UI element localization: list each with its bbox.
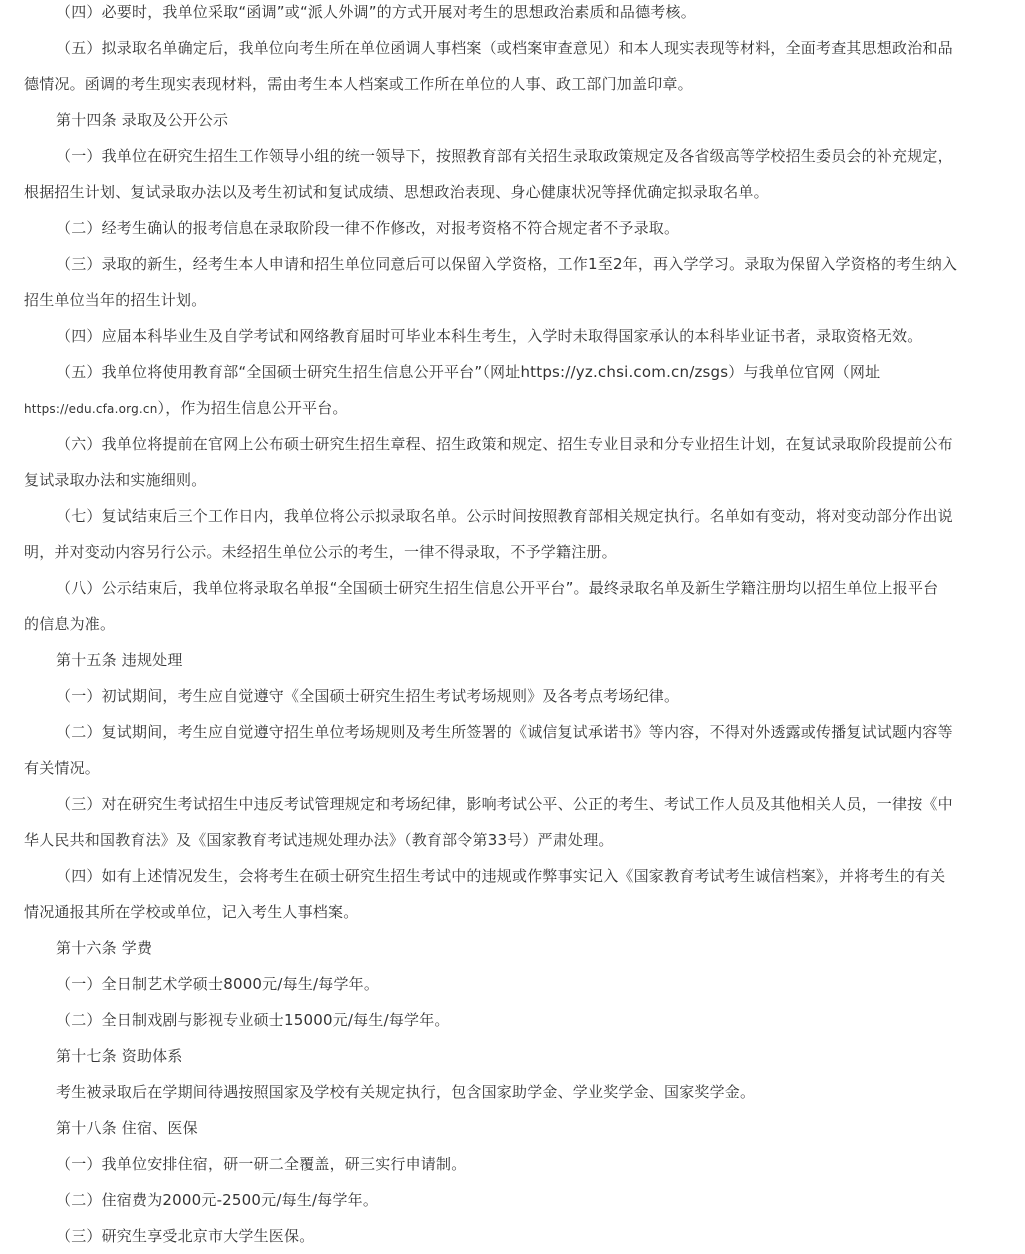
text-line: （一）我单位在研究生招生工作领导小组的统一领导下，按照教育部有关招生录取政策规定及各省级高等学校招生委员会的补充规定， [56, 147, 953, 165]
text-line: （二）经考生确认的报考信息在录取阶段一律不作修改，对报考资格不符合规定者不予录取。 [56, 219, 680, 237]
text-line: 有关情况。 [24, 759, 101, 777]
text-line: （七）复试结束后三个工作日内，我单位将公示拟录取名单。公示时间按照教育部相关规定执行。名单如有变动，将对变动部分作出说 [56, 507, 953, 525]
text-line [24, 390, 1005, 426]
text-line: 复试录取办法和实施细则。 [24, 471, 207, 489]
text-line: （二）住宿费为2000元-2500元/每生/每学年。 [56, 1191, 379, 1209]
text-line: （三）对在研究生考试招生中违反考试管理规定和考场纪律，影响考试公平、公正的考生、考试工作人员及其他相关人员，一律按《中 [56, 795, 953, 813]
text-line: 第十七条 资助体系 [56, 1047, 183, 1065]
text-line: 第十四条 录取及公开公示 [56, 111, 229, 129]
url-text: https://edu.cfa.org.cn [24, 402, 158, 416]
text-line: （三）研究生享受北京市大学生医保。 [56, 1227, 315, 1245]
text-line: （四）必要时，我单位采取“函调”或“派人外调”的方式开展对考生的思想政治素质和品德考核。 [56, 3, 696, 21]
text-line: 考生被录取后在学期间待遇按照国家及学校有关规定执行，包含国家助学金、学业奖学金、国家奖学金。 [56, 1083, 756, 1101]
text-line: （八）公示结束后，我单位将录取名单报“全国硕士研究生招生信息公开平台”。最终录取名单及新生学籍注册均以招生单位上报平台 [56, 579, 939, 597]
text-line: （一）全日制艺术学硕士8000元/每生/每学年。 [56, 975, 380, 993]
text-line: 德情况。函调的考生现实表现材料，需由考生本人档案或工作所在单位的人事、政工部门加盖印章。 [24, 75, 693, 93]
text-line: 华人民共和国教育法》及《国家教育考试违规处理办法》（教育部令第33号）严肃处理。 [24, 831, 614, 849]
text-line: 第十六条 学费 [56, 939, 153, 957]
text-line: 的信息为准。 [24, 615, 116, 633]
text-line: 明，并对变动内容另行公示。未经招生单位公示的考生，一律不得录取，不予学籍注册。 [24, 543, 617, 561]
text-line: （四）应届本科毕业生及自学考试和网络教育届时可毕业本科生考生，入学时未取得国家承认的本科毕业证书者，录取资格无效。 [56, 327, 923, 345]
text-line: 第十五条 违规处理 [56, 651, 183, 669]
text-line: （二）全日制戏剧与影视专业硕士15000元/每生/每学年。 [56, 1011, 450, 1029]
text-line: （五）我单位将使用教育部“全国硕士研究生招生信息公开平台”（网址https://yz.chsi.com.cn/zsgs）与我单位官网（网址 [56, 363, 881, 381]
text-line: 根据招生计划、复试录取办法以及考生初试和复试成绩、思想政治表现、身心健康状况等择优确定拟录取名单。 [24, 183, 769, 201]
text-line: 第十八条 住宿、医保 [56, 1119, 198, 1137]
text-line: 情况通报其所在学校或单位，记入考生人事档案。 [24, 903, 359, 921]
text-line: （一）初试期间，考生应自觉遵守《全国硕士研究生招生考试考场规则》及各考点考场纪律。 [56, 687, 680, 705]
text-line: （二）复试期间，考生应自觉遵守招生单位考场规则及考生所签署的《诚信复试承诺书》等内容，不得对外透露或传播复试试题内容等 [56, 723, 953, 741]
text-line: （五）拟录取名单确定后，我单位向考生所在单位函调人事档案（或档案审查意见）和本人现实表现等材料，全面考查其思想政治和品 [56, 39, 953, 57]
text-line: 招生单位当年的招生计划。 [24, 291, 207, 309]
text-line: （六）我单位将提前在官网上公布硕士研究生招生章程、招生政策和规定、招生专业目录和分专业招生计划，在复试录取阶段提前公布 [56, 435, 953, 453]
text-line: （四）如有上述情况发生，会将考生在硕士研究生招生考试中的违规或作弊事实记入《国家教育考试考生诚信档案》，并将考生的有关 [56, 867, 946, 885]
text-line: （三）录取的新生，经考生本人申请和招生单位同意后可以保留入学资格，工作1至2年，再入学学习。录取为保留入学资格的考生纳入 [56, 255, 958, 273]
line-text: ），作为招生信息公开平台。 [157, 399, 348, 417]
text-line: （一）我单位安排住宿，研一研二全覆盖，研三实行申请制。 [56, 1155, 467, 1173]
